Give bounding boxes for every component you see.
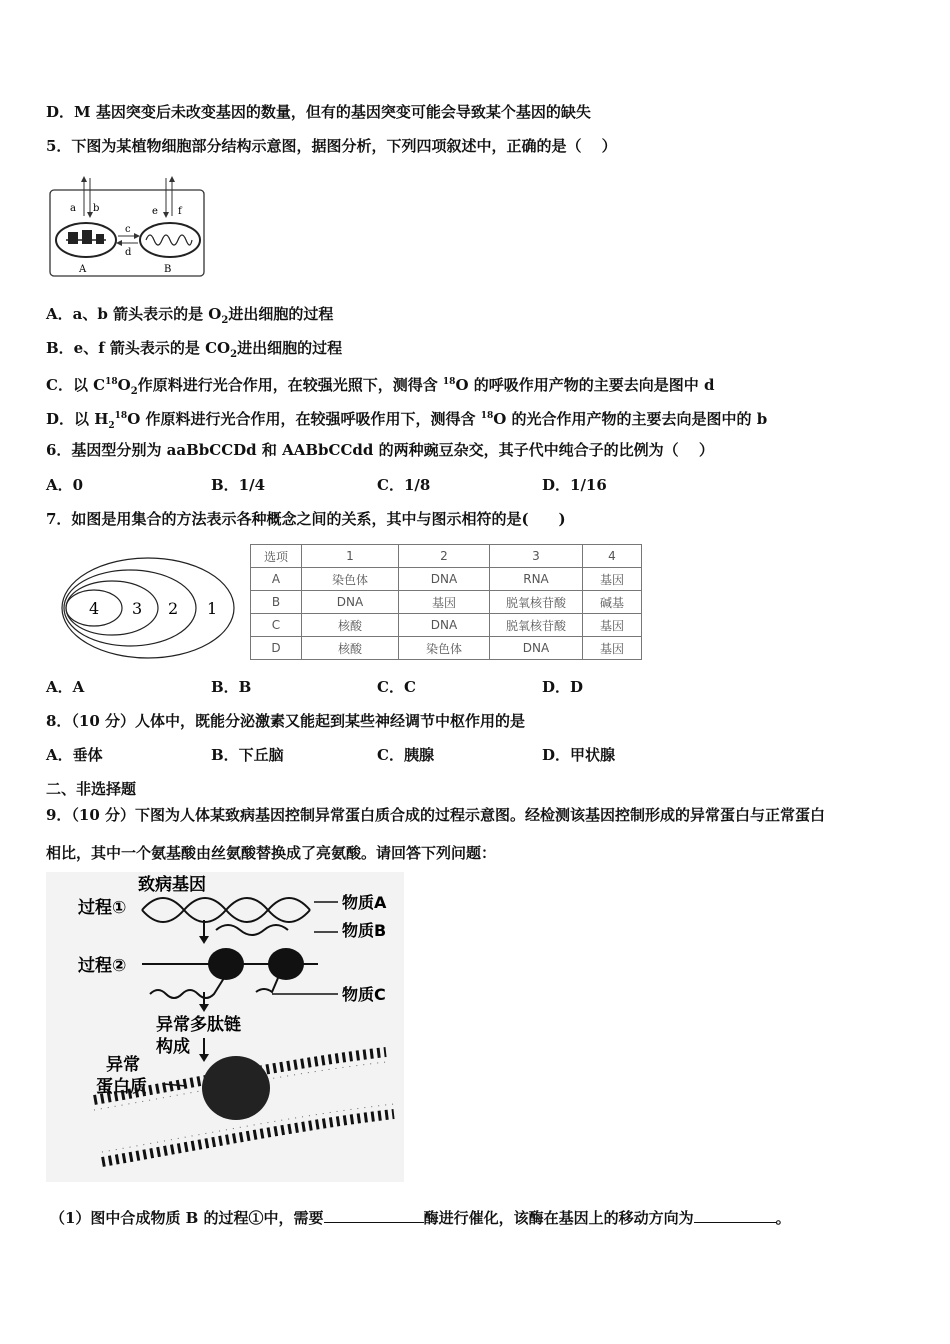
nested-sets-figure [60, 555, 240, 661]
q8-option-b: B．下丘脑 [211, 746, 284, 764]
table-cell: C [251, 614, 302, 637]
table-cell: D [251, 637, 302, 660]
table-cell: B [251, 591, 302, 614]
concept-table [250, 544, 642, 660]
set-label-2: 2 [168, 599, 179, 618]
table-row [251, 614, 642, 637]
table-header-cell: 1 [302, 545, 399, 568]
table-cell: 基因 [583, 637, 642, 660]
set-label-3: 3 [132, 599, 143, 618]
table-cell: 核酸 [302, 637, 399, 660]
table-cell: 染色体 [399, 637, 490, 660]
q4-option-d: D．M 基因突变后未改变基因的数量，但有的基因突变可能会导致某个基因的缺失 [46, 103, 591, 121]
fig-process2-label: 过程② [78, 956, 127, 976]
table-row [251, 568, 642, 591]
label-f: f [178, 206, 182, 217]
label-e: e [152, 206, 158, 217]
ribosome-2 [268, 948, 304, 980]
gene-expression-figure [46, 872, 404, 1182]
table-cell: 基因 [583, 568, 642, 591]
table-cell: RNA [490, 568, 583, 591]
table-header-cell: 选项 [251, 545, 302, 568]
answer-blank-direction[interactable] [694, 1207, 776, 1223]
table-row [251, 591, 642, 614]
q8-option-c: C．胰腺 [377, 746, 434, 764]
table-cell: 碱基 [583, 591, 642, 614]
label-b: b [93, 203, 100, 214]
q5-option-a: A．a、b 箭头表示的是 $O_2$进出细胞的过程 [46, 305, 334, 326]
q8-option-a: A．垂体 [46, 746, 103, 764]
table-cell: DNA [302, 591, 399, 614]
q5-stem: 5．下图为某植物细胞部分结构示意图，据图分析，下列四项叙述中，正确的是（ ） [46, 137, 617, 155]
table-header-cell: 4 [583, 545, 642, 568]
q9-sub1: （1）图中合成物质 B 的过程①中，需要 酶进行催化，该酶在基因上的移动方向为 。 [50, 1209, 791, 1227]
q7-option-a: A．A [46, 678, 85, 696]
ribosome-1 [208, 948, 244, 980]
table-cell: 脱氧核苷酸 [490, 591, 583, 614]
q7-option-d: D．D [542, 678, 584, 696]
q8-option-d: D．甲状腺 [542, 746, 616, 764]
label-c: c [125, 224, 131, 235]
q8-stem: 8．（10 分）人体中，既能分泌激素又能起到某些神经调节中枢作用的是 [46, 712, 526, 730]
table-header-row [251, 545, 642, 568]
table-cell: DNA [399, 568, 490, 591]
table-cell: 基因 [583, 614, 642, 637]
table-header-cell: 2 [399, 545, 490, 568]
q5-option-d: D．以 $H_2^{18}O$ 作原料进行光合作用，在较强呼吸作用下，测得含 $^{18}$O 的光合作用产物的主要去向是图中的 b [46, 410, 768, 431]
q5-option-b: B．e、f 箭头表示的是 $CO_2$进出细胞的过程 [46, 339, 343, 360]
table-cell: DNA [490, 637, 583, 660]
q7-stem: 7．如图是用集合的方法表示各种概念之间的关系，其中与图示相符的是( ) [46, 510, 566, 528]
table-cell: DNA [399, 614, 490, 637]
q7-option-b: B．B [211, 678, 252, 696]
table-cell: 核酸 [302, 614, 399, 637]
table-cell: A [251, 568, 302, 591]
q6-stem: 6．基因型分别为 aaBbCCDd 和 AABbCCdd 的两种豌豆杂交，其子代中纯合子的比例为（ ） [46, 441, 714, 459]
q6-option-b: B．1/4 [211, 476, 266, 494]
set-3-ellipse [66, 581, 158, 635]
set-label-4: 4 [89, 599, 100, 618]
label-d: d [125, 247, 132, 258]
q7-option-c: C．C [377, 678, 416, 696]
fig-process1-label: 过程① [78, 898, 127, 918]
fig-peptide-label: 异常多肽链 [156, 1015, 241, 1035]
label-B: B [164, 264, 172, 275]
fig-substance-b: 物质B [342, 921, 387, 940]
table-row [251, 637, 642, 660]
q9-stem-line2: 相比，其中一个氨基酸由丝氨酸替换成了亮氨酸。请回答下列问题： [46, 844, 497, 862]
table-cell: 基因 [399, 591, 490, 614]
label-a: a [70, 203, 76, 214]
q6-option-d: D．1/16 [542, 476, 607, 494]
fig-substance-a: 物质A [342, 893, 387, 912]
fig-constitute-label: 构成 [156, 1037, 190, 1057]
abnormal-protein-shape [202, 1056, 270, 1120]
table-header-cell: 3 [490, 545, 583, 568]
fig-protein-label-1: 异常 [106, 1055, 140, 1075]
set-label-1: 1 [207, 599, 218, 618]
q5-option-c: C．以 $C^{18}O_2$作原料进行光合作用，在较强光照下，测得含 $^{18}$O 的呼吸作用产物的主要去向是图中 d [46, 376, 715, 397]
fig-substance-c: 物质C [342, 985, 386, 1004]
table-cell: 染色体 [302, 568, 399, 591]
table-cell: 脱氧核苷酸 [490, 614, 583, 637]
q6-option-c: C．1/8 [377, 476, 431, 494]
cell-structure-figure [48, 176, 208, 280]
label-A: A [79, 264, 87, 275]
q9-stem-line1: 9．（10 分）下图为人体某致病基因控制异常蛋白质合成的过程示意图。经检测该基因控制形成的异常蛋白与正常蛋白 [46, 806, 826, 824]
section-heading: 二、非选择题 [46, 780, 137, 798]
fig-gene-label: 致病基因 [138, 875, 206, 895]
answer-blank-enzyme[interactable] [324, 1207, 424, 1223]
fig-protein-label-2: 蛋白质 [96, 1077, 147, 1097]
q6-option-a: A．0 [46, 476, 84, 494]
